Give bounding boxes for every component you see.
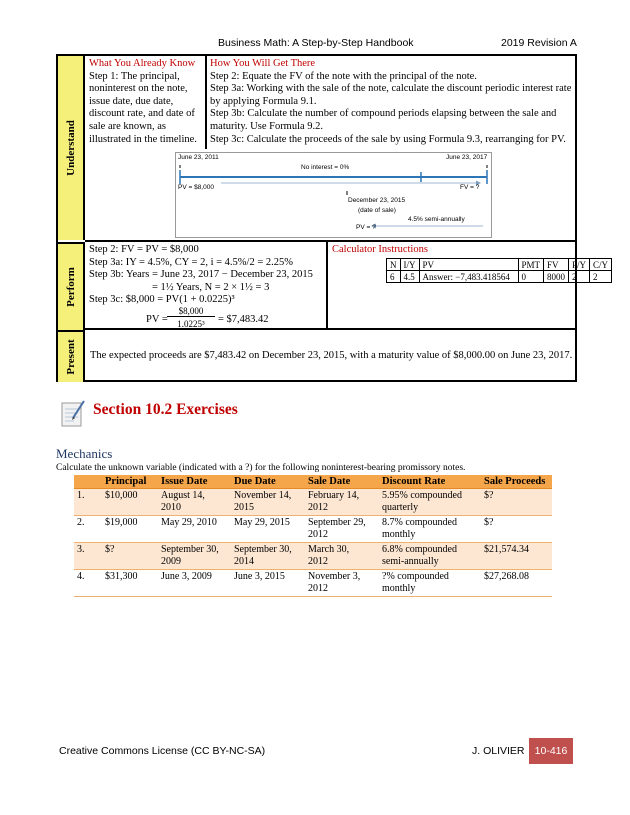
calc-header-cell: PMT [518,259,544,271]
cell-sale-date [305,516,379,543]
cell-sale-proceeds: $27,268.08 [481,570,552,597]
cell-due-date [231,489,305,516]
cell-line: May 29, 2015 [234,517,290,528]
cell-line: 2012 [308,556,328,567]
divider-perform-present [85,328,575,330]
pv-formula-denominator: 1.0225³ [177,319,205,329]
exercises-header-row [74,475,552,489]
calc-value-cell: 2 [590,271,612,283]
cell-line: quarterly [382,502,419,513]
goal-column [210,58,571,146]
cell-line: March 30, [308,544,350,555]
cell-line: monthly [382,583,416,594]
cell-due-date [231,570,305,597]
perform-line: Step 3b: Years = June 23, 2017 − December 23, 2015 [89,269,313,281]
known-line: sale are known, as [89,120,166,132]
cell-number: 3. [74,543,102,570]
cell-due-date [231,543,305,570]
footer-license: Creative Commons License (CC BY-NC-SA) [59,745,266,757]
perform-line: Step 3c: $8,000 = PV(1 + 0.0225)³ [89,294,235,306]
header-discount-rate: Discount Rate [379,475,481,489]
calc-value-cell: 4.5 [400,271,419,283]
perform-line: = 1½ Years, N = 2 × 1½ = 3 [152,281,270,293]
cell-sale-proceeds: $? [481,516,552,543]
cell-principal: $10,000 [102,489,158,516]
cell-line: June 3, 2009 [161,571,212,582]
cell-line: November 3, [308,571,361,582]
table-row [74,570,552,597]
header-sale-date: Sale Date [305,475,379,489]
calc-value-cell: 2 [569,271,590,283]
cell-line: 2015 [234,502,254,513]
goal-heading: How You Will Get There [210,58,316,69]
cell-line: 2010 [161,502,181,513]
cell-issue-date [158,570,231,597]
header-issue-date: Issue Date [158,475,231,489]
table-row [74,543,552,570]
header-due-date: Due Date [231,475,305,489]
cell-sale-date [305,489,379,516]
cell-line: 2012 [308,502,328,513]
page-header-title: Business Math: A Step-by-Step Handbook [218,37,414,49]
cell-line: 2012 [308,529,328,540]
cell-line: 2009 [161,556,181,567]
calc-header-cell: I/Y [400,259,419,271]
cell-issue-date [158,489,231,516]
cell-discount-rate [379,516,481,543]
cell-line: May 29, 2010 [161,517,217,528]
cell-sale-proceeds: $? [481,489,552,516]
cell-line: monthly [382,529,416,540]
cell-number: 2. [74,516,102,543]
goal-line: Step 2: Equate the FV of the note with the principal of the note. [210,70,477,82]
goal-line: Step 3c: Calculate the proceeds of the sale by using Formula 9.3, rearranging for PV. [210,133,566,145]
cell-line: 2012 [308,583,328,594]
perform-label: Perform [64,267,77,307]
cell-line: September 29, [308,517,366,528]
cell-line: September 30, [234,544,292,555]
calc-value-cell: 6 [387,271,401,283]
cell-line: August 14, [161,490,205,501]
present-label: Present [64,339,77,375]
calc-value-cell: Answer: −7,483.418564 [419,271,518,283]
timeline-no-interest: No interest = 0% [301,164,350,171]
pv-formula-numerator: $8,000 [167,306,215,317]
cell-line: September 30, [161,544,219,555]
known-line: issue date, due date, [89,95,174,107]
timeline-pv-unknown: PV = ? [356,224,376,231]
calculator-value-row [387,271,612,283]
timeline-fv-end: FV = ? [460,184,480,191]
cell-line: semi-annually [382,556,439,567]
cell-discount-rate [379,543,481,570]
perform-steps [89,244,313,307]
cell-principal: $? [102,543,158,570]
perform-line: Step 2: FV = PV = $8,000 [89,244,199,255]
solution-box [56,54,577,382]
timeline-end-date: June 23, 2017 [446,154,488,161]
timeline-sale-label: (date of sale) [358,207,396,214]
cell-number: 4. [74,570,102,597]
cell-number: 1. [74,489,102,516]
header-sale-proceeds: Sale Proceeds [481,475,552,489]
cell-principal: $19,000 [102,516,158,543]
present-statement: The expected proceeds are $7,483.42 on December 23, 2015, with a maturity value of $8,000.00 on June 23, 2017. [90,350,573,361]
calc-value-cell: 0 [518,271,544,283]
calculator-heading: Calculator Instructions [332,244,428,255]
cell-line: November 14, [234,490,292,501]
cell-line: ?% compounded [382,571,449,582]
calc-header-cell: P/Y [569,259,590,271]
calc-header-cell: PV [419,259,518,271]
cell-discount-rate [379,570,481,597]
cell-discount-rate [379,489,481,516]
calc-header-cell: C/Y [590,259,612,271]
cell-line: June 3, 2015 [234,571,285,582]
header-principal: Principal [102,475,158,489]
pv-formula-result: = $7,483.42 [218,314,269,325]
goal-line: Step 3a: Working with the sale of the note, calculate the discount periodic interest rate [210,83,572,95]
divider-understand-perform [85,240,575,242]
understand-sidebar [58,56,85,240]
timeline-sale-date: December 23, 2015 [348,197,406,204]
calculator-table [386,258,612,283]
footer-author: J. OLIVIER [472,745,525,757]
table-row [74,516,552,543]
goal-line: Step 3b: Calculate the number of compound periods elapsing between the sale and [210,108,557,120]
exercise-instructions: Calculate the unknown variable (indicated with a ?) for the following noninterest-bearing promissory notes. [56,463,466,473]
known-line: noninterest on the note, [89,83,188,95]
calc-header-cell: FV [544,259,569,271]
perform-sidebar [58,242,85,330]
table-row [74,489,552,516]
known-column [89,58,197,146]
known-line: illustrated in the timeline. [89,133,197,145]
timeline-start-date: June 23, 2011 [178,154,219,161]
exercises-table [74,475,552,597]
cell-due-date [231,516,305,543]
goal-line: maturity. Use Formula 9.2. [210,120,324,132]
header-number [74,475,102,489]
timeline-rate: 4.5% semi-annually [408,216,465,223]
known-line: Step 1: The principal, [89,70,180,82]
mechanics-heading: Mechanics [56,446,113,461]
divider-steps-calculator [326,242,328,328]
present-sidebar [58,330,85,382]
cell-issue-date [158,543,231,570]
cell-principal: $31,300 [102,570,158,597]
cell-line: 5.95% compounded [382,490,462,501]
calculator-header-row [387,259,612,271]
goal-line: by applying Formula 9.1. [210,95,317,107]
notepad-icon [60,398,86,428]
cell-issue-date [158,516,231,543]
cell-sale-date [305,570,379,597]
known-line: discount rate, and date of [89,108,195,120]
cell-line: 8.7% compounded [382,517,457,528]
cell-sale-date [305,543,379,570]
perform-line: Step 3a: IY = 4.5%, CY = 2, i = 4.5%/2 = 2.25% [89,256,294,268]
calc-header-cell: N [387,259,401,271]
cell-line: February 14, [308,490,360,501]
timeline-pv-start: PV = $8,000 [178,184,214,191]
divider-known-goal [205,56,207,149]
page-number-badge: 10-416 [529,738,573,764]
known-heading: What You Already Know [89,58,196,69]
cell-sale-proceeds: $21,574.34 [481,543,552,570]
pv-formula-lhs: PV = [146,314,168,325]
calc-value-cell: 8000 [544,271,569,283]
understand-label: Understand [64,120,77,176]
timeline-figure [175,152,492,238]
section-title: Section 10.2 Exercises [93,401,238,418]
page-header-revision: 2019 Revision A [501,37,577,49]
cell-line: 2014 [234,556,254,567]
cell-line: 6.8% compounded [382,544,457,555]
